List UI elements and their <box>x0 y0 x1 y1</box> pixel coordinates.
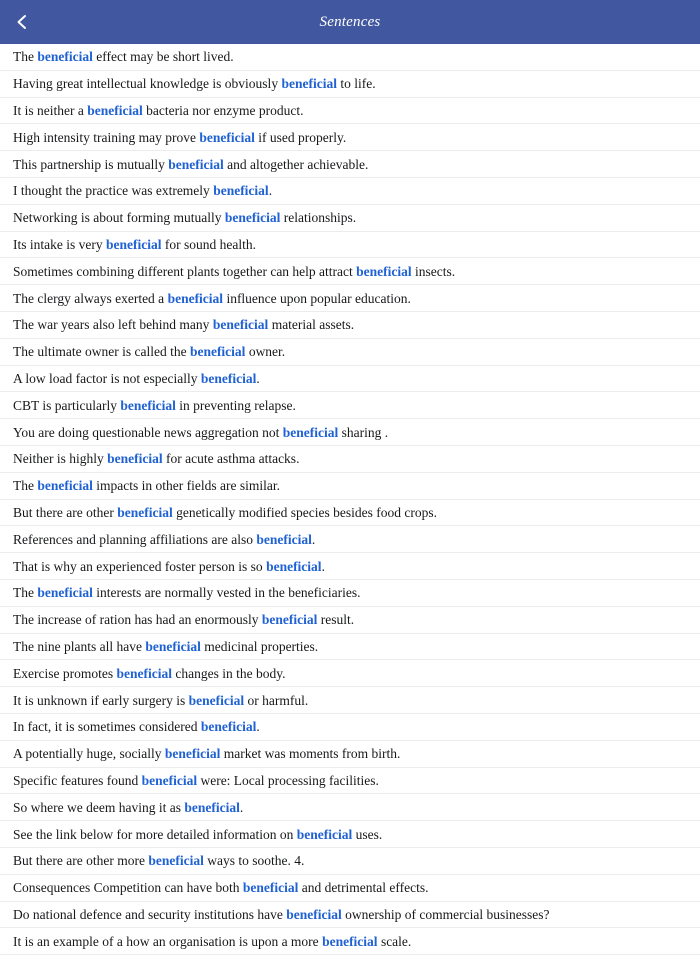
keyword-highlight: beneficial <box>167 290 224 306</box>
sentence-text: It is an example of a how an organisation is upon a more beneficial scale. <box>13 933 412 949</box>
keyword-highlight: beneficial <box>37 585 93 601</box>
sentence-row[interactable] <box>0 794 700 821</box>
sentence-row[interactable] <box>0 392 700 419</box>
sentence-text: Networking is about forming mutually beneficial relationships. <box>13 210 357 226</box>
sentence-text: The increase of ration has had an enormously beneficial result. <box>13 612 355 628</box>
app-bar <box>0 0 700 44</box>
sentence-row[interactable] <box>0 44 700 71</box>
keyword-highlight: beneficial <box>213 183 269 199</box>
keyword-highlight: beneficial <box>224 210 281 226</box>
sentence-row[interactable] <box>0 205 700 232</box>
sentence-text: A low load factor is not especially beneficial. <box>13 370 260 386</box>
sentence-text: This partnership is mutually beneficial and altogether achievable. <box>13 156 369 172</box>
sentence-row[interactable] <box>0 71 700 98</box>
sentence-text: The beneficial interests are normally vested in the beneficiaries. <box>13 585 361 601</box>
sentence-text: But there are other more beneficial ways to soothe. 4. <box>13 853 305 869</box>
keyword-highlight: beneficial <box>282 424 339 440</box>
keyword-highlight: beneficial <box>266 558 322 574</box>
sentence-row[interactable] <box>0 634 700 661</box>
sentence-row[interactable] <box>0 258 700 285</box>
sentence-text: In fact, it is sometimes considered beneficial. <box>13 719 260 735</box>
sentence-row[interactable] <box>0 151 700 178</box>
keyword-highlight: beneficial <box>116 665 172 681</box>
keyword-highlight: beneficial <box>189 344 246 360</box>
keyword-highlight: beneficial <box>148 853 204 869</box>
keyword-highlight: beneficial <box>117 504 173 520</box>
keyword-highlight: beneficial <box>200 370 257 386</box>
keyword-highlight: beneficial <box>281 76 337 92</box>
keyword-highlight: beneficial <box>242 880 299 896</box>
sentence-text: The war years also left behind many beneficial material assets. <box>13 317 355 333</box>
keyword-highlight: beneficial <box>199 129 255 145</box>
keyword-highlight: beneficial <box>105 236 162 252</box>
sentence-text: Specific features found beneficial were: Local processing facilities. <box>13 772 379 788</box>
sentence-row[interactable] <box>0 339 700 366</box>
sentence-row[interactable] <box>0 928 700 955</box>
sentence-text: High intensity training may prove beneficial if used properly. <box>13 129 347 145</box>
keyword-highlight: beneficial <box>164 746 221 762</box>
sentence-row[interactable] <box>0 848 700 875</box>
keyword-highlight: beneficial <box>107 451 163 467</box>
sentence-row[interactable] <box>0 580 700 607</box>
sentence-text: I thought the practice was extremely beneficial. <box>13 183 273 199</box>
keyword-highlight: beneficial <box>145 638 201 654</box>
sentence-row[interactable] <box>0 312 700 339</box>
sentence-text: It is neither a beneficial bacteria nor enzyme product. <box>13 102 304 118</box>
sentence-row[interactable] <box>0 660 700 687</box>
back-button[interactable] <box>0 0 44 44</box>
sentence-row[interactable] <box>0 553 700 580</box>
sentence-row[interactable] <box>0 98 700 125</box>
sentence-text: So where we deem having it as beneficial. <box>13 799 244 815</box>
sentence-row[interactable] <box>0 768 700 795</box>
sentence-row[interactable] <box>0 607 700 634</box>
sentence-row[interactable] <box>0 366 700 393</box>
sentence-row[interactable] <box>0 285 700 312</box>
keyword-highlight: beneficial <box>200 719 257 735</box>
keyword-highlight: beneficial <box>322 933 378 949</box>
keyword-highlight: beneficial <box>168 156 224 172</box>
sentence-text: Consequences Competition can have both beneficial and detrimental effects. <box>13 880 429 896</box>
sentence-text: A potentially huge, socially beneficial market was moments from birth. <box>13 746 401 762</box>
sentence-text: Do national defence and security institutions have beneficial ownership of commercial businesses? <box>13 906 550 922</box>
sentence-text: Neither is highly beneficial for acute asthma attacks. <box>13 451 300 467</box>
keyword-highlight: beneficial <box>37 49 93 65</box>
sentence-text: References and planning affiliations are also beneficial. <box>13 531 316 547</box>
keyword-highlight: beneficial <box>37 478 93 494</box>
sentence-row[interactable] <box>0 902 700 929</box>
sentence-text: Sometimes combining different plants together can help attract beneficial insects. <box>13 263 456 279</box>
sentence-row[interactable] <box>0 500 700 527</box>
sentence-text: You are doing questionable news aggregation not beneficial sharing . <box>13 424 389 440</box>
keyword-highlight: beneficial <box>141 772 198 788</box>
sentence-text: But there are other beneficial genetically modified species besides food crops. <box>13 504 438 520</box>
keyword-highlight: beneficial <box>286 906 342 922</box>
keyword-highlight: beneficial <box>261 612 318 628</box>
keyword-highlight: beneficial <box>256 531 312 547</box>
sentence-text: The nine plants all have beneficial medicinal properties. <box>13 638 319 654</box>
sentence-text: That is why an experienced foster person is so beneficial. <box>13 558 325 574</box>
keyword-highlight: beneficial <box>356 263 412 279</box>
sentence-row[interactable] <box>0 446 700 473</box>
sentence-row[interactable] <box>0 124 700 151</box>
sentence-text: See the link below for more detailed information on beneficial uses. <box>13 826 383 842</box>
keyword-highlight: beneficial <box>296 826 353 842</box>
sentence-text: Exercise promotes beneficial changes in the body. <box>13 665 286 681</box>
sentence-text: Having great intellectual knowledge is obviously beneficial to life. <box>13 76 376 92</box>
sentence-row[interactable] <box>0 714 700 741</box>
sentence-text: It is unknown if early surgery is beneficial or harmful. <box>13 692 309 708</box>
sentence-text: The ultimate owner is called the beneficial owner. <box>13 344 286 360</box>
keyword-highlight: beneficial <box>212 317 269 333</box>
sentence-row[interactable] <box>0 419 700 446</box>
sentence-row[interactable] <box>0 178 700 205</box>
sentence-row[interactable] <box>0 687 700 714</box>
chevron-left-icon <box>12 12 32 32</box>
sentence-row[interactable] <box>0 875 700 902</box>
sentence-row[interactable] <box>0 741 700 768</box>
keyword-highlight: beneficial <box>188 692 245 708</box>
sentence-list[interactable] <box>0 44 700 955</box>
sentence-text: Its intake is very beneficial for sound health. <box>13 236 256 252</box>
sentence-text: The beneficial effect may be short lived. <box>13 49 234 65</box>
sentence-row[interactable] <box>0 473 700 500</box>
keyword-highlight: beneficial <box>120 397 176 413</box>
sentence-row[interactable] <box>0 821 700 848</box>
sentence-text: CBT is particularly beneficial in preventing relapse. <box>13 397 296 413</box>
sentence-row[interactable] <box>0 232 700 259</box>
sentence-row[interactable] <box>0 526 700 553</box>
page-title: Sentences <box>319 14 381 30</box>
keyword-highlight: beneficial <box>87 102 143 118</box>
keyword-highlight: beneficial <box>184 799 240 815</box>
sentence-text: The beneficial impacts in other fields are similar. <box>13 478 280 494</box>
sentence-text: The clergy always exerted a beneficial influence upon popular education. <box>13 290 411 306</box>
